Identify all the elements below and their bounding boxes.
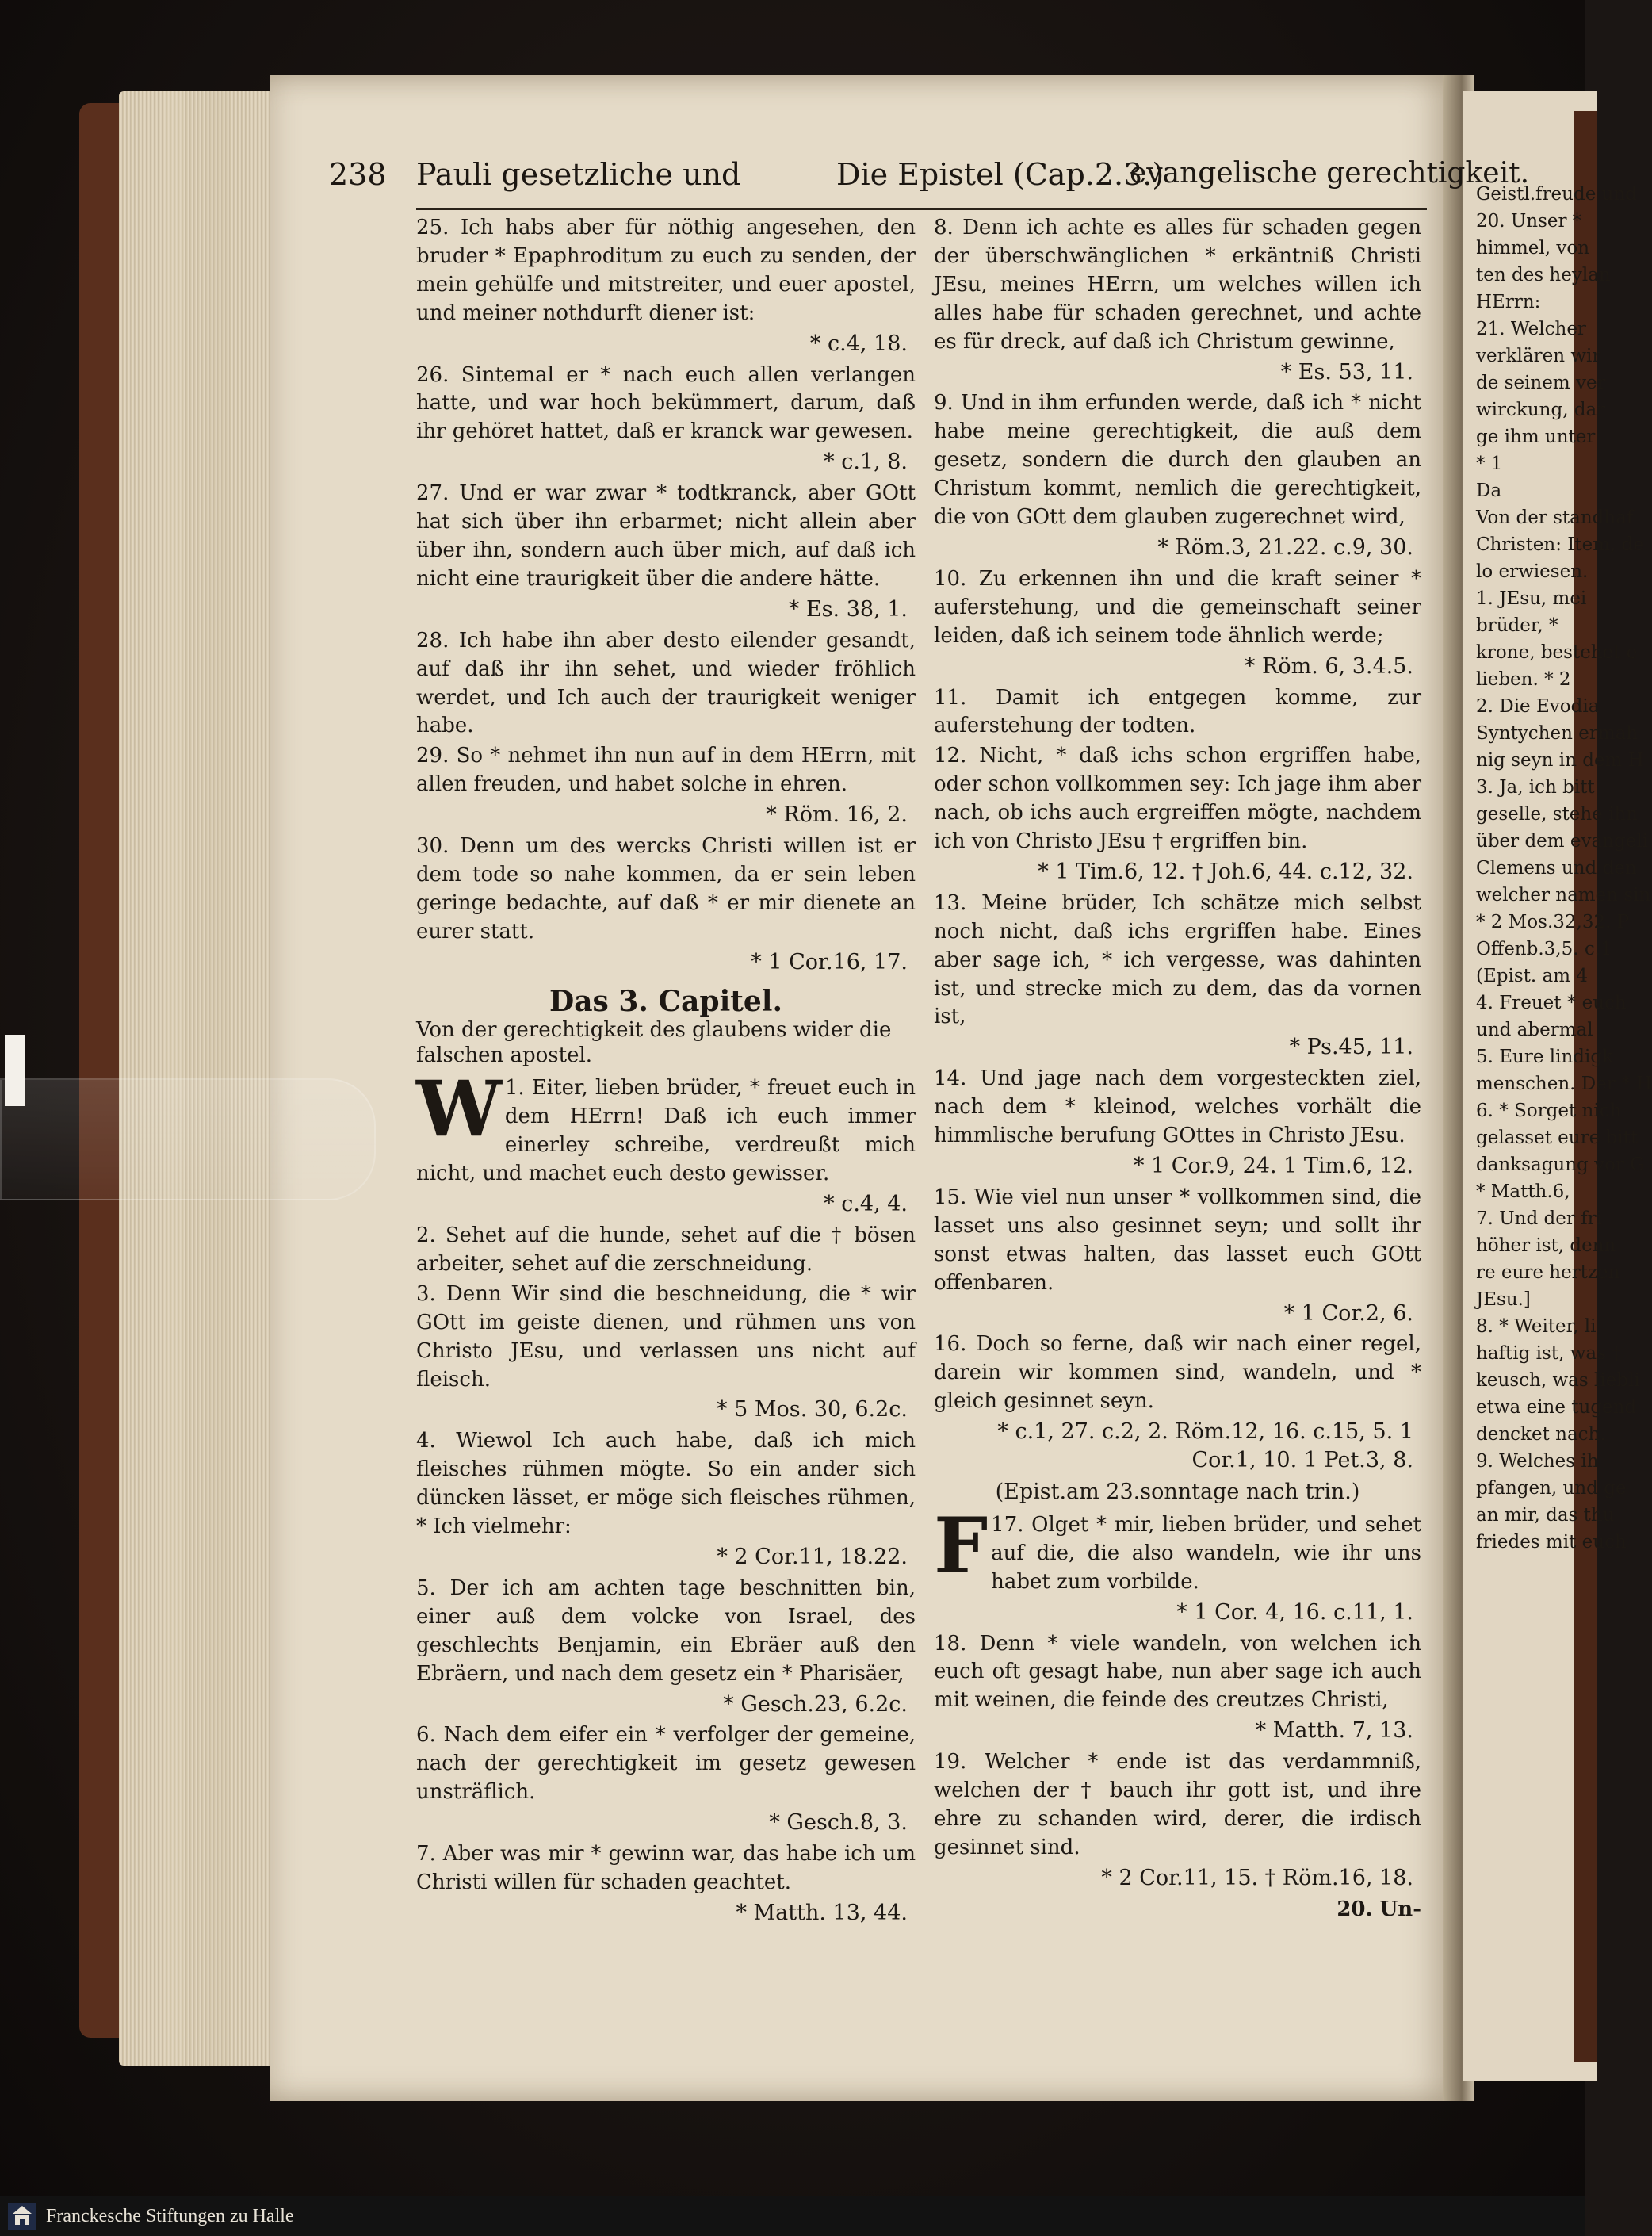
right-page-line: 6. * Sorget nich <box>1476 1101 1622 1121</box>
verse <box>416 627 916 741</box>
cross-reference: * Röm. 16, 2. <box>766 802 908 828</box>
verse-text: 14. Und jage nach dem vorgesteckten ziel, nach dem * kleinod, welches vorhält die himmlische berufung GOttes in Christo JEsu. <box>934 1066 1421 1148</box>
verse <box>934 565 1421 651</box>
right-page-line: 5. Eure lindigk <box>1476 1047 1614 1067</box>
right-page-line: 8. * Weiter, li <box>1476 1316 1597 1337</box>
right-page-line: ge ihm unter <box>1476 427 1596 447</box>
verse-text: 15. Wie viel nun unser * vollkommen sind, die lasset uns also gesinnet seyn; und sollt ihr sonst etwas halten, das lasset euch GOtt offenbaren. <box>934 1185 1421 1295</box>
right-page-line: über dem evangeli <box>1476 831 1649 852</box>
verse-text: 9. Und in ihm erfunden werde, daß ich * nicht habe meine gerechtigkeit, die auß dem gesetz, sondern die durch den glauben an Christum kommt, nemlich die gerechtigkeit, die von GOtt dem glauben zugerechnet wird, <box>934 391 1421 530</box>
verse <box>416 1427 916 1541</box>
epistle-note: (Epist.am 23.sonntage nach trin.) <box>995 1479 1360 1504</box>
drop-capital: W <box>416 1064 502 1154</box>
right-page-line: brüder, * <box>1476 615 1558 636</box>
right-page-line: höher ist, denn <box>1476 1235 1616 1256</box>
right-page-line: * Matth.6, <box>1476 1181 1570 1202</box>
right-page-line: re eure hertzen <box>1476 1262 1620 1283</box>
right-page-line: 9. Welches ih <box>1476 1451 1599 1472</box>
right-page-line: lo erwiesen. <box>1476 561 1589 582</box>
verse <box>416 362 916 447</box>
verse-text: 27. Und er war zwar * todtkranck, aber GOtt hat sich über ihn erbarmet; nicht allein aber über ihn, sondern auch über mich, auf daß ich nicht eine traurigkeit über die andere hätte. <box>416 481 916 591</box>
verse <box>416 214 916 328</box>
right-page-line: etwa eine tugend <box>1476 1397 1637 1418</box>
right-page-line: nig seyn in dem H <box>1476 750 1644 771</box>
header-rule <box>416 208 1427 210</box>
cross-reference: * Es. 53, 11. <box>1280 359 1413 385</box>
verse <box>934 1500 1421 1597</box>
right-page-line: Da <box>1476 481 1502 501</box>
cross-reference: * c.1, 8. <box>824 450 908 475</box>
verse-text: 13. Meine brüder, Ich schätze mich selbst noch nicht, daß ichs ergriffen habe. Eines aber sage ich, * ich vergesse, was dahinten ist, und strecke mich zu dem, das da vornen ist, <box>934 890 1421 1029</box>
right-page-line: und abermal <box>1476 1020 1593 1040</box>
right-page-line: wirckung, dar <box>1476 400 1606 420</box>
right-page-line: Geistl.freude und <box>1476 184 1637 205</box>
verse-text: 10. Zu erkennen ihn und die kraft seiner * auferstehung, und die gemeinschaft seiner leiden, daß ich seinem tode ähnlich werde; <box>934 566 1421 648</box>
right-page-line: welcher namen sin <box>1476 885 1651 906</box>
verse-text: 5. Der ich am achten tage beschnitten bin, einer auß dem volcke von Israel, des geschlechts Benjamin, ein Ebräer auß den Ebräern, und nach dem gesetz ein * Pharisäer, <box>416 1576 916 1686</box>
institution-logo-icon <box>8 2203 36 2230</box>
right-page-fragments <box>1476 182 1652 1557</box>
right-page-line: krone, bestehet e <box>1476 642 1638 663</box>
cross-reference: * Röm.3, 21.22. c.9, 30. <box>1157 534 1413 560</box>
right-page-line: Syntychen ermah <box>1476 723 1639 744</box>
verse <box>934 684 1421 741</box>
cross-reference: * Ps.45, 11. <box>1289 1035 1413 1060</box>
verse-text: 2. Sehet auf die hunde, sehet auf die † bösen arbeiter, sehet auf die zerschneidung. <box>416 1223 916 1276</box>
verse-text: 30. Denn um des wercks Christi willen ist er dem tode so nahe kommen, da er sein leben geringe bedachte, auf daß * er mir dienete an eurer statt. <box>416 834 916 944</box>
cross-reference: * Es. 38, 1. <box>788 596 908 622</box>
right-page-line: lieben. * 2 <box>1476 669 1571 690</box>
verse-text: 4. Wiewol Ich auch habe, daß ich mich fleisches rühmen mögte. So ein ander sich düncken lässet, er möge sich fleisches rühmen, * Ich vielmehr: <box>416 1429 916 1539</box>
right-page-line: pfangen, und ge <box>1476 1478 1627 1499</box>
cross-reference: * c.1, 27. c.2, 2. Röm.12, 16. c.15, 5. 1 Cor.1, 10. 1 Pet.3, 8. <box>997 1419 1413 1473</box>
right-page-line: * 1 <box>1476 454 1503 474</box>
verse <box>934 890 1421 1032</box>
verse-text: 19. Welcher * ende ist das verdammniß, welchen der † bauch ihr gott ist, und ihre ehre zu schanden wird, derer, die irdisch gesinnet sind. <box>934 1750 1421 1859</box>
right-page-line: Von der standhaf <box>1476 507 1634 528</box>
verse <box>934 742 1421 856</box>
verse <box>416 1840 916 1897</box>
right-page-line: an mir, das thu <box>1476 1505 1615 1526</box>
right-page-line: de seinem ver <box>1476 373 1606 393</box>
verse <box>416 1222 916 1279</box>
verse-text: 11. Damit ich entgegen komme, zur auferstehung der todten. <box>934 685 1421 738</box>
cross-reference: * Gesch.23, 6.2c. <box>723 1691 908 1717</box>
verse-text: 1. Eiter, lieben brüder, * freuet euch in dem HErrn! Daß ich euch immer einerley schreibe, verdreußt mich nicht, und machet euch desto gewisser. <box>416 1076 916 1186</box>
drop-capital: F <box>934 1500 989 1591</box>
verse <box>416 1575 916 1689</box>
catchword: 20. Un- <box>1337 1897 1421 1921</box>
right-page-line: JEsu.] <box>1476 1289 1531 1310</box>
header-right-title: evangelische gerechtigkeit. <box>1130 157 1530 190</box>
caption-bar <box>0 2196 1585 2236</box>
right-page-line: haftig ist, was † <box>1476 1343 1621 1364</box>
cross-reference: * Gesch.8, 3. <box>769 1810 908 1836</box>
right-text-column <box>934 214 1421 1924</box>
right-page-line: menschen. Der * H <box>1476 1074 1652 1094</box>
institution-name: Franckesche Stiftungen zu Halle <box>46 2206 294 2226</box>
right-page-line: Offenb.3,5. c.1 <box>1476 939 1612 959</box>
right-page-line: 3. Ja, ich bitt <box>1476 777 1595 798</box>
cross-reference: * 1 Tim.6, 12. † Joh.6, 44. c.12, 32. <box>1038 859 1413 884</box>
right-page-line: danksagung vor G <box>1476 1154 1645 1175</box>
right-page-line: 21. Welcher <box>1476 319 1586 339</box>
header-center-title: Die Epistel (Cap.2.3.) <box>836 157 1164 192</box>
verse <box>934 1065 1421 1151</box>
cross-reference: * 2 Cor.11, 15. † Röm.16, 18. <box>1101 1865 1413 1890</box>
right-page-line: * 2 Mos.32,32. P <box>1476 912 1630 932</box>
cross-reference: * 5 Mos. 30, 6.2c. <box>717 1397 908 1422</box>
cross-reference: * 1 Cor.9, 24. 1 Tim.6, 12. <box>1133 1154 1413 1178</box>
right-page-line: HErrn: <box>1476 292 1541 312</box>
cross-reference: * Röm. 6, 3.4.5. <box>1244 653 1413 679</box>
right-page-line: himmel, von <box>1476 238 1590 258</box>
verse <box>934 1630 1421 1716</box>
cross-reference: * 2 Cor.11, 18.22. <box>717 1544 908 1569</box>
left-text-column <box>416 214 916 1931</box>
verse <box>934 214 1421 357</box>
verse-text: 17. Olget * mir, lieben brüder, und sehet auf die, die also wandeln, wie ihr uns habet zum vorbilde. <box>991 1512 1421 1594</box>
verse <box>934 1184 1421 1298</box>
verse <box>934 1748 1421 1863</box>
running-header <box>329 157 1530 205</box>
verse-text: 12. Nicht, * daß ichs schon ergriffen habe, oder schon vollkommen sey: Ich jage ihm aber nach, ob ichs auch ergreiffen mögte, nachdem ich von Christo JEsu † ergriffen bin. <box>934 744 1421 854</box>
scan-edge-tag <box>5 1035 25 1106</box>
cross-reference: * 1 Cor.16, 17. <box>751 949 908 974</box>
verse <box>416 1721 916 1807</box>
cross-reference: * c.4, 18. <box>809 331 908 356</box>
verse-text: 6. Nach dem eifer ein * verfolger der gemeine, nach der gerechtigkeit im gesetz gewesen unsträflich. <box>416 1723 916 1805</box>
verse <box>934 1330 1421 1416</box>
verse-text: 26. Sintemal er * nach euch allen verlangen hatte, und war hoch bekümmert, darum, daß ihr gehöret hattet, daß er kranck war gewesen. <box>416 362 916 444</box>
right-page-line: geselle, stehe ihn <box>1476 804 1639 825</box>
right-page-line: (Epist. am 4 <box>1476 966 1588 986</box>
header-left-title: Pauli gesetzliche und <box>416 157 741 192</box>
cross-reference: * 1 Cor. 4, 16. c.11, 1. <box>1176 1599 1413 1625</box>
verse-text: 29. So * nehmet ihn nun auf in dem HErrn, mit allen freuden, und habet solche in ehren. <box>416 744 916 797</box>
verse <box>416 480 916 594</box>
verse <box>416 1281 916 1395</box>
verse-text: 8. Denn ich achte es alles für schaden gegen der überschwänglichen * erkäntniß Christi JEsu, meines HErrn, um welches willen ich alles habe für schaden gerechnet, und achte es für dreck, auf daß ich Christum gewinne, <box>934 216 1421 354</box>
right-page-line: 2. Die Evodia <box>1476 696 1600 717</box>
cross-reference: * Matth. 13, 44. <box>736 1900 908 1925</box>
chapter-title: Das 3. Capitel. <box>549 984 783 1018</box>
verse-text: 25. Ich habs aber für nöthig angesehen, den bruder * Epaphroditum zu euch zu senden, der mein gehülfe und mitstreiter, und euer apostel, und meiner nothdurft diener ist: <box>416 216 916 325</box>
cross-reference: * Matth. 7, 13. <box>1255 1718 1413 1744</box>
verse-text: 28. Ich habe ihn aber desto eilender gesandt, auf daß ihr ihn sehet, und wieder fröhlich werdet, und Ich auch der traurigkeit weniger habe. <box>416 628 916 738</box>
cross-reference: * 1 Cor.2, 6. <box>1283 1300 1413 1326</box>
verse-text: 3. Denn Wir sind die beschneidung, die * wir GOtt im geiste dienen, und rühmen uns von Christo JEsu, und verlassen uns nicht auf fleisch. <box>416 1281 916 1392</box>
verse-text: 7. Aber was mir * gewinn war, das habe ich um Christi willen für schaden geachtet. <box>416 1842 916 1894</box>
verse <box>416 833 916 947</box>
verse <box>416 742 916 799</box>
page-number: 238 <box>329 157 387 192</box>
verse-text: 18. Denn * viele wandeln, von welchen ich euch oft gesagt habe, nun aber sage ich auch mit weinen, die feinde des creutzes Christi, <box>934 1631 1421 1713</box>
right-page-line: gelasset eure bitt <box>1476 1128 1639 1148</box>
verse-text: 16. Doch so ferne, daß wir nach einer regel, darein wir kommen sind, wandeln, und * gleich gesinnet seyn. <box>934 1332 1421 1414</box>
right-page-line: keusch, was liebli <box>1476 1370 1640 1391</box>
verse <box>416 1064 916 1189</box>
chapter-summary: Von der gerechtigkeit des glaubens wider die falschen apostel. <box>416 1018 892 1068</box>
right-page-line: 1. JEsu, mei <box>1476 588 1587 609</box>
right-page-line: 7. Und der fri <box>1476 1208 1602 1229</box>
cross-reference: * c.4, 4. <box>824 1192 908 1217</box>
right-page-line: 4. Freuet * euch <box>1476 993 1627 1013</box>
verse <box>934 389 1421 532</box>
right-page-line: 20. Unser * <box>1476 211 1582 232</box>
right-page-line: dencket nach. <box>1476 1424 1606 1445</box>
right-page-line: Clemens und den <box>1476 858 1637 879</box>
glass-bookmark <box>0 1078 376 1200</box>
right-page-line: verklären wir <box>1476 346 1601 366</box>
right-page-line: Christen: Item, de <box>1476 534 1644 555</box>
right-page-line: friedes mit euch <box>1476 1532 1627 1553</box>
right-page-line: ten des heylan <box>1476 265 1611 285</box>
